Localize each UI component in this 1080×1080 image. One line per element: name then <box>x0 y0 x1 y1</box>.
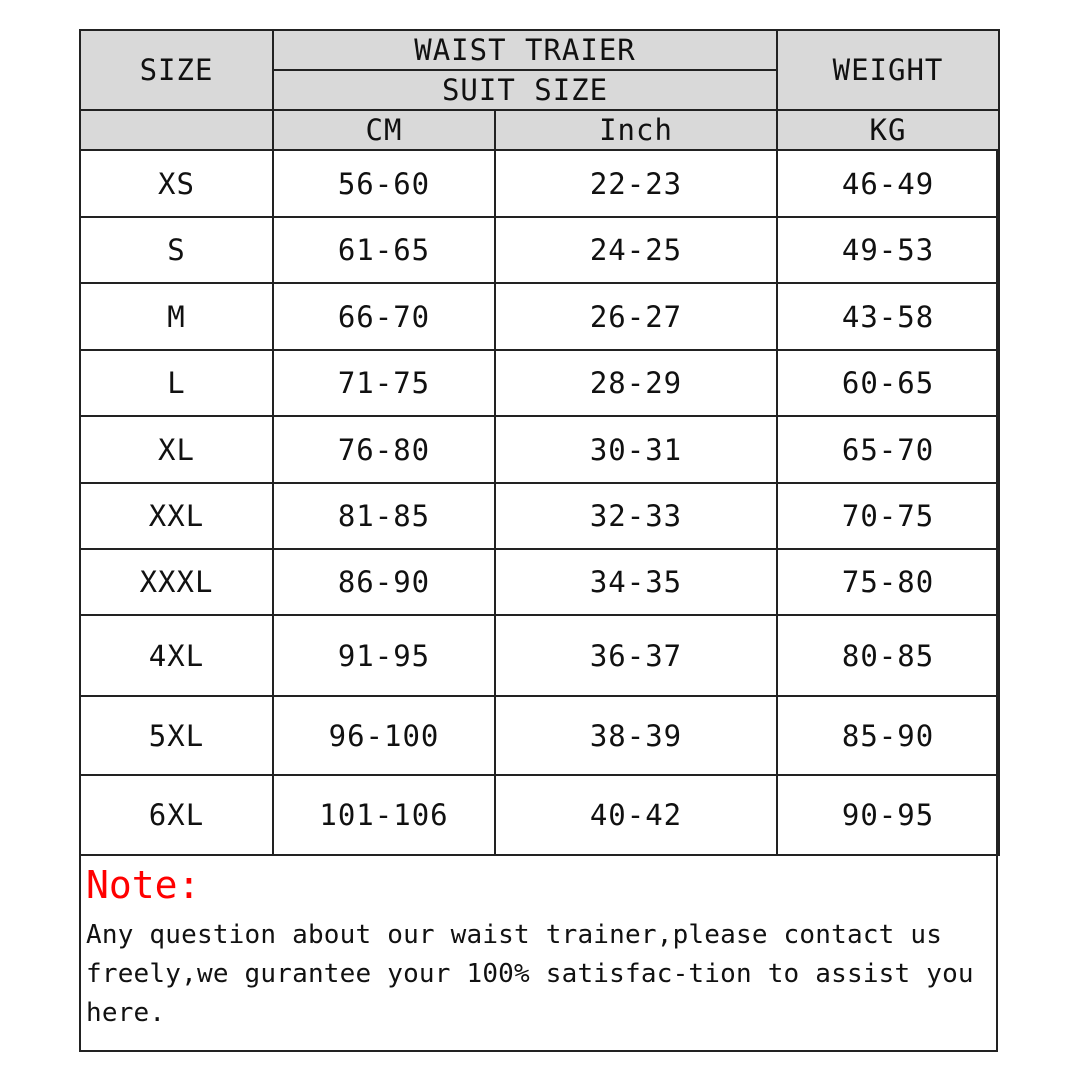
inch-cell: 38-39 <box>495 696 777 775</box>
size-cell: XL <box>80 416 273 483</box>
kg-cell: 65-70 <box>777 416 999 483</box>
size-cell: M <box>80 283 273 350</box>
table-row <box>80 150 999 217</box>
cm-cell: 91-95 <box>273 615 495 696</box>
table-row <box>80 483 999 549</box>
cm-cell: 61-65 <box>273 217 495 283</box>
size-cell: 6XL <box>80 775 273 855</box>
kg-cell: 46-49 <box>777 150 999 217</box>
table-row <box>80 615 999 696</box>
inch-cell: 26-27 <box>495 283 777 350</box>
cm-cell: 101-106 <box>273 775 495 855</box>
kg-header: KG <box>777 110 999 150</box>
inch-cell: 40-42 <box>495 775 777 855</box>
blank-header-cell <box>80 110 273 150</box>
suit-size-header: SUIT SIZE <box>273 70 777 110</box>
cm-cell: 81-85 <box>273 483 495 549</box>
size-cell: XXXL <box>80 549 273 615</box>
size-cell: S <box>80 217 273 283</box>
inch-cell: 36-37 <box>495 615 777 696</box>
note-title: Note: <box>86 863 201 907</box>
table-row <box>80 775 999 855</box>
kg-cell: 49-53 <box>777 217 999 283</box>
kg-cell: 80-85 <box>777 615 999 696</box>
kg-cell: 90-95 <box>777 775 999 855</box>
kg-cell: 75-80 <box>777 549 999 615</box>
size-cell: 5XL <box>80 696 273 775</box>
size-cell: 4XL <box>80 615 273 696</box>
cm-cell: 66-70 <box>273 283 495 350</box>
cm-cell: 86-90 <box>273 549 495 615</box>
inch-header: Inch <box>495 110 777 150</box>
inch-cell: 28-29 <box>495 350 777 416</box>
cm-cell: 76-80 <box>273 416 495 483</box>
inch-cell: 22-23 <box>495 150 777 217</box>
kg-cell: 85-90 <box>777 696 999 775</box>
size-chart-table <box>79 29 1000 856</box>
table-row <box>80 217 999 283</box>
table-row <box>80 696 999 775</box>
inch-cell: 30-31 <box>495 416 777 483</box>
table-row <box>80 416 999 483</box>
size-cell: XXL <box>80 483 273 549</box>
cm-cell: 96-100 <box>273 696 495 775</box>
size-header: SIZE <box>80 30 273 110</box>
header-row-1 <box>80 30 999 70</box>
inch-cell: 32-33 <box>495 483 777 549</box>
cm-cell: 71-75 <box>273 350 495 416</box>
header-row-3 <box>80 110 999 150</box>
note-body: Any question about our waist trainer,please contact us freely,we gurantee your 100% satisfac-tion to assist you here. <box>86 920 974 1028</box>
inch-cell: 24-25 <box>495 217 777 283</box>
kg-cell: 70-75 <box>777 483 999 549</box>
table-row <box>80 283 999 350</box>
size-cell: XS <box>80 150 273 217</box>
size-cell: L <box>80 350 273 416</box>
note-section <box>86 862 991 1033</box>
table-row <box>80 549 999 615</box>
table-row <box>80 350 999 416</box>
cm-cell: 56-60 <box>273 150 495 217</box>
kg-cell: 43-58 <box>777 283 999 350</box>
cm-header: CM <box>273 110 495 150</box>
inch-cell: 34-35 <box>495 549 777 615</box>
waist-trainer-header: WAIST TRAIER <box>273 30 777 70</box>
kg-cell: 60-65 <box>777 350 999 416</box>
weight-header: WEIGHT <box>777 30 999 110</box>
